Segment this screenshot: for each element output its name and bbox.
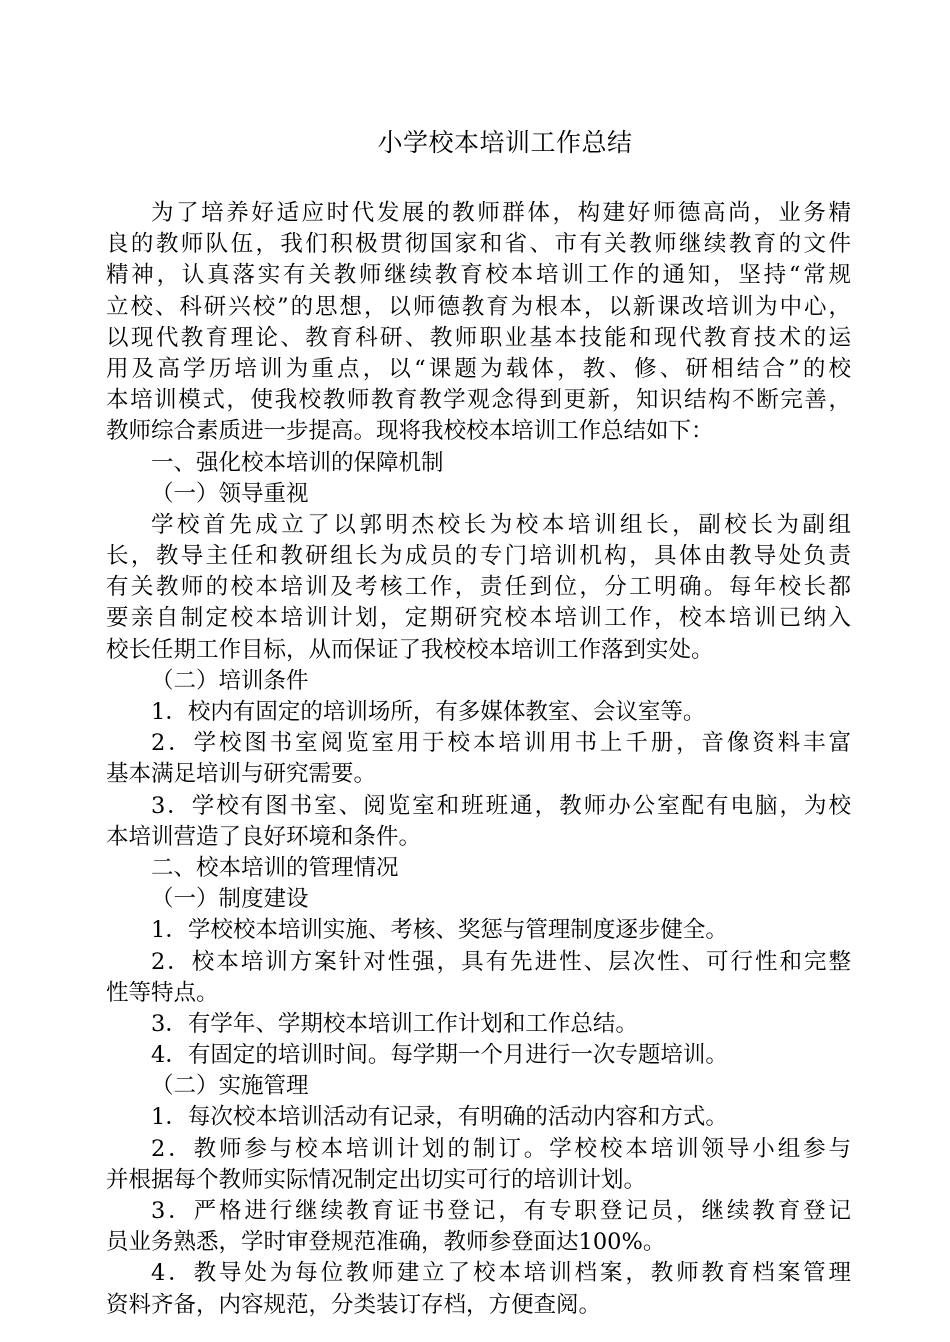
- text-line: 基本满足培训与研究需要。: [106, 761, 377, 788]
- text-line: 学校首先成立了以郭明杰校长为校本培训组长，副校长为副组: [151, 511, 851, 538]
- text-line: 3．有学年、学期校本培训工作计划和工作总结。: [151, 1010, 638, 1037]
- text-line: 性等特点。: [106, 979, 219, 1006]
- text-line: 本培训模式，使我校教师教育教学观念得到更新，知识结构不断完善，: [106, 387, 851, 414]
- text-line: 4．有固定的培训时间。每学期一个月进行一次专题培训。: [151, 1042, 728, 1069]
- text-line: 立校、科研兴校”的思想，以师德教育为根本，以新课改培训为中心，: [106, 293, 851, 320]
- text-line: 1．校内有固定的培训场所，有多媒体教室、会议室等。: [151, 699, 706, 725]
- text-line: 资料齐备，内容规范，分类装订存档，方便查阅。: [106, 1291, 602, 1318]
- text-line: （二）培训条件: [151, 667, 309, 694]
- text-line: 长，教导主任和教研组长为成员的专门培训机构，具体由教导处负责: [106, 543, 851, 570]
- text-line: 1．学校校本培训实施、考核、奖惩与管理制度逐步健全。: [151, 917, 728, 944]
- text-line: （二）实施管理: [151, 1073, 309, 1100]
- text-line: （一）制度建设: [151, 886, 309, 913]
- text-line: 本培训营造了良好环境和条件。: [106, 823, 422, 850]
- text-line: 3．学校有图书室、阅览室和班班通，教师办公室配有电脑，为校: [151, 792, 851, 819]
- text-line: 精神，认真落实有关教师继续教育校本培训工作的通知，坚持“常规: [106, 262, 851, 289]
- text-line: 二、校本培训的管理情况: [151, 854, 399, 881]
- text-line: 员业务熟悉，学时审登规范准确，教师参登面达100%。: [106, 1229, 666, 1256]
- text-line: 3．严格进行继续教育证书登记，有专职登记员，继续教育登记: [151, 1198, 851, 1224]
- text-line: 并根据每个教师实际情况制定出切实可行的培训计划。: [106, 1166, 647, 1193]
- text-line: 教师综合素质进一步提高。现将我校校本培训工作总结如下：: [106, 418, 714, 445]
- text-line: 4．教导处为每位教师建立了校本培训档案，教师教育档案管理: [151, 1260, 851, 1287]
- text-line: （一）领导重视: [151, 480, 309, 507]
- text-line: 2．学校图书室阅览室用于校本培训用书上千册，音像资料丰富: [151, 730, 851, 757]
- text-line: 2．教师参与校本培训计划的制订。学校校本培训领导小组参与: [151, 1135, 851, 1162]
- text-line: 有关教师的校本培训及考核工作，责任到位，分工明确。每年校长都: [106, 574, 851, 601]
- text-line: 一、强化校本培训的保障机制: [151, 449, 444, 476]
- text-line: 以现代教育理论、教育科研、教师职业基本技能和现代教育技术的运: [106, 324, 851, 351]
- document-title: 小学校本培训工作总结: [377, 128, 633, 157]
- text-line: 1．每次校本培训活动有记录，有明确的活动内容和方式。: [151, 1104, 728, 1131]
- document-body: [106, 198, 851, 1321]
- text-line: 校长任期工作目标，从而保证了我校校本培训工作落到实处。: [106, 636, 714, 663]
- text-line: 用及高学历培训为重点，以“课题为载体，教、修、研相结合”的校: [106, 355, 851, 382]
- text-line: 良的教师队伍，我们积极贯彻国家和省、市有关教师继续教育的文件: [106, 231, 851, 258]
- text-line: 为了培养好适应时代发展的教师群体，构建好师德高尚，业务精: [151, 200, 851, 226]
- text-line: 2．校本培训方案针对性强，具有先进性、层次性、可行性和完整: [151, 948, 851, 975]
- text-line: 要亲自制定校本培训计划，定期研究校本培训工作，校本培训已纳入: [106, 605, 851, 632]
